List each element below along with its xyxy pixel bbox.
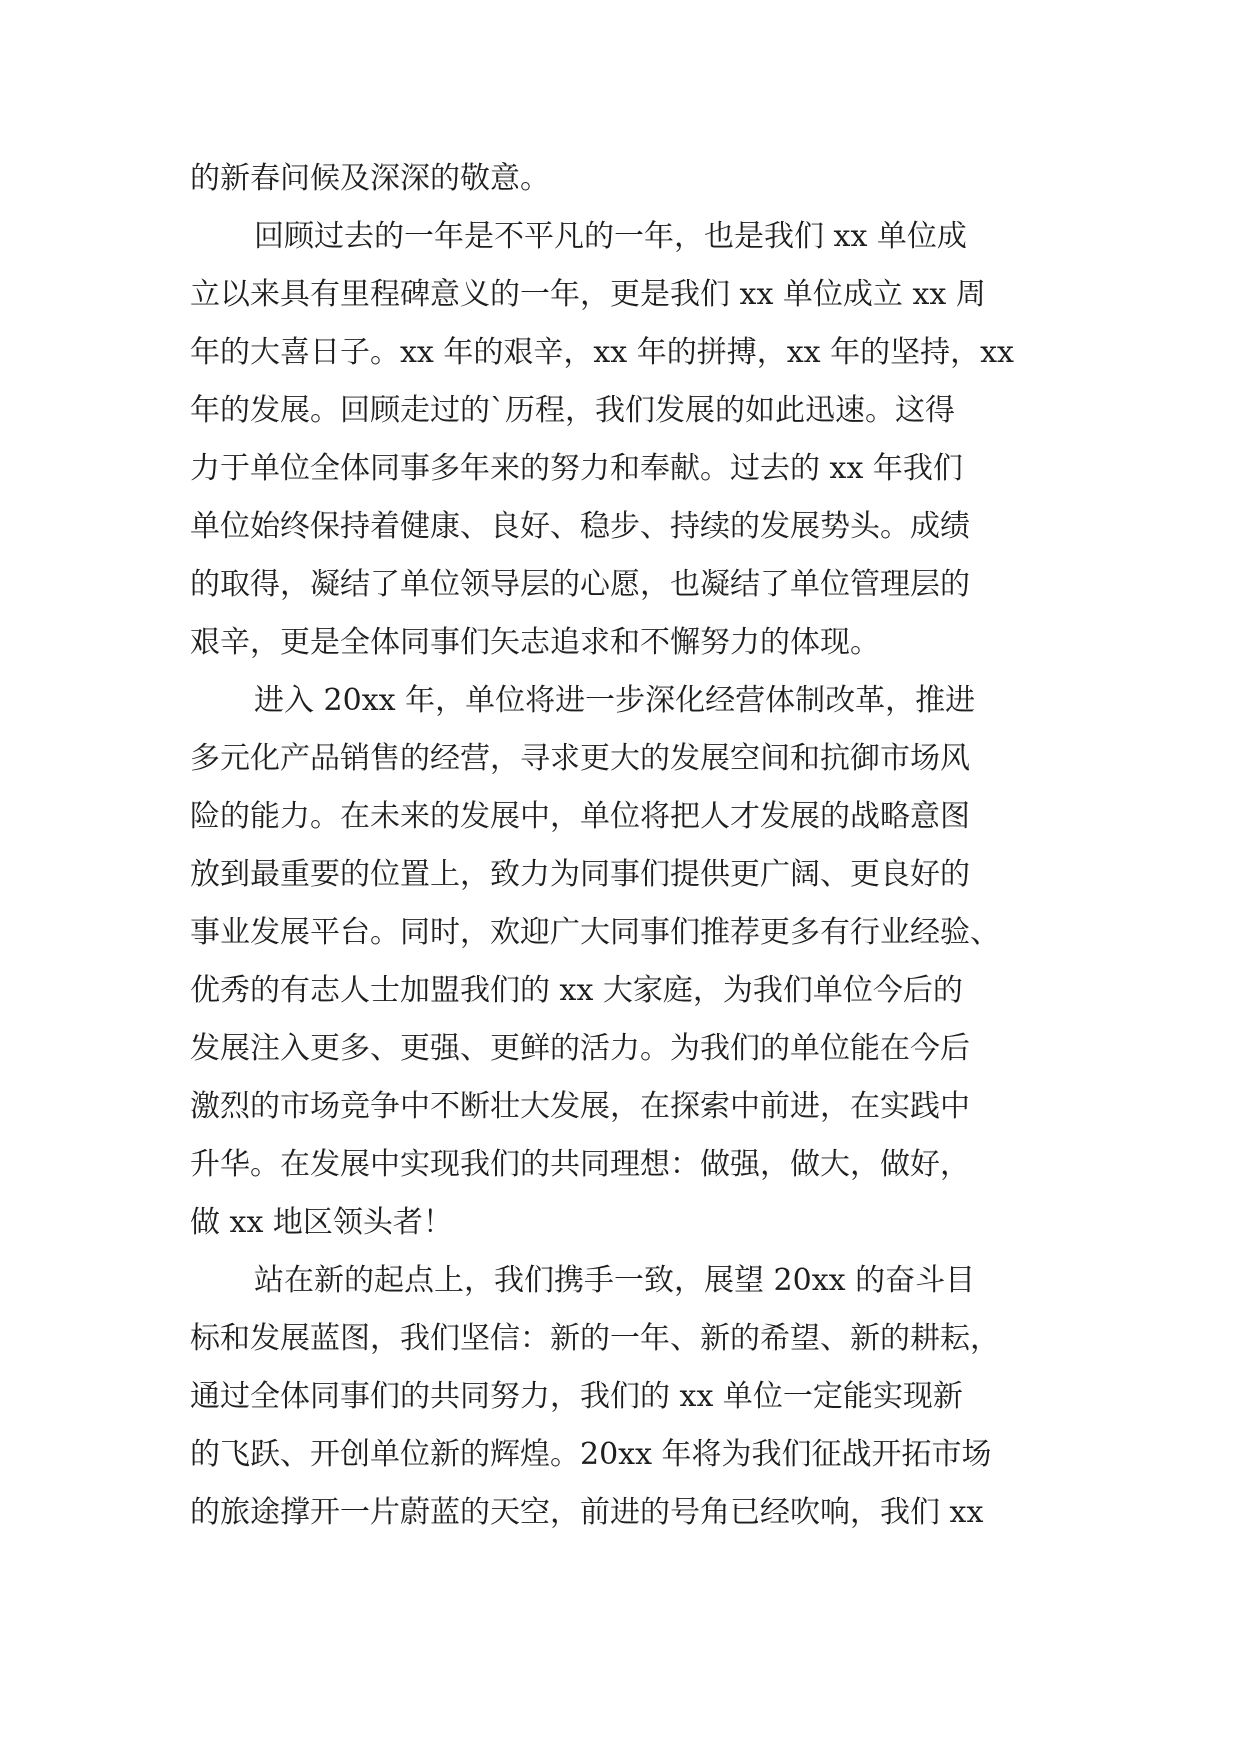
text-line: 年的发展。回顾走过的`历程，我们发展的如此迅速。这得 <box>190 393 955 428</box>
text-line: 的新春问候及深深的敬意。 <box>190 161 550 196</box>
text-line: 回顾过去的一年是不平凡的一年，也是我们 xx 单位成 <box>254 219 967 254</box>
text-line: 力于单位全体同事多年来的努力和奉献。过去的 xx 年我们 <box>190 451 963 486</box>
text-line: 进入 20xx 年，单位将进一步深化经营体制改革，推进 <box>254 683 976 718</box>
text-line: 优秀的有志人士加盟我们的 xx 大家庭，为我们单位今后的 <box>190 973 963 1008</box>
text-line: 年的大喜日子。xx 年的艰辛，xx 年的拼搏，xx 年的坚持，xx <box>190 335 1014 370</box>
text-line: 的飞跃、开创单位新的辉煌。20xx 年将为我们征战开拓市场 <box>190 1437 992 1472</box>
text-line: 的取得，凝结了单位领导层的心愿，也凝结了单位管理层的 <box>190 567 970 602</box>
text-line: 标和发展蓝图，我们坚信：新的一年、新的希望、新的耕耘， <box>190 1321 1000 1356</box>
text-line: 单位始终保持着健康、良好、稳步、持续的发展势头。成绩 <box>190 509 970 544</box>
text-line: 发展注入更多、更强、更鲜的活力。为我们的单位能在今后 <box>190 1031 970 1066</box>
text-line: 艰辛，更是全体同事们矢志追求和不懈努力的体现。 <box>190 625 880 660</box>
text-line: 激烈的市场竞争中不断壮大发展，在探索中前进，在实践中 <box>190 1089 970 1124</box>
document-body <box>190 150 1050 1542</box>
text-line: 的旅途撑开一片蔚蓝的天空，前进的号角已经吹响，我们 xx <box>190 1495 984 1530</box>
text-line: 站在新的起点上，我们携手一致，展望 20xx 的奋斗目 <box>254 1263 976 1298</box>
text-line: 险的能力。在未来的发展中，单位将把人才发展的战略意图 <box>190 799 970 834</box>
text-line: 事业发展平台。同时，欢迎广大同事们推荐更多有行业经验、 <box>190 915 1000 950</box>
text-line: 升华。在发展中实现我们的共同理想：做强，做大，做好， <box>190 1147 970 1182</box>
text-line: 做 xx 地区领头者！ <box>190 1205 453 1240</box>
text-line: 立以来具有里程碑意义的一年，更是我们 xx 单位成立 xx 周 <box>190 277 986 312</box>
text-line: 通过全体同事们的共同努力，我们的 xx 单位一定能实现新 <box>190 1379 963 1414</box>
text-line: 多元化产品销售的经营，寻求更大的发展空间和抗御市场风 <box>190 741 970 776</box>
text-line: 放到最重要的位置上，致力为同事们提供更广阔、更良好的 <box>190 857 970 892</box>
